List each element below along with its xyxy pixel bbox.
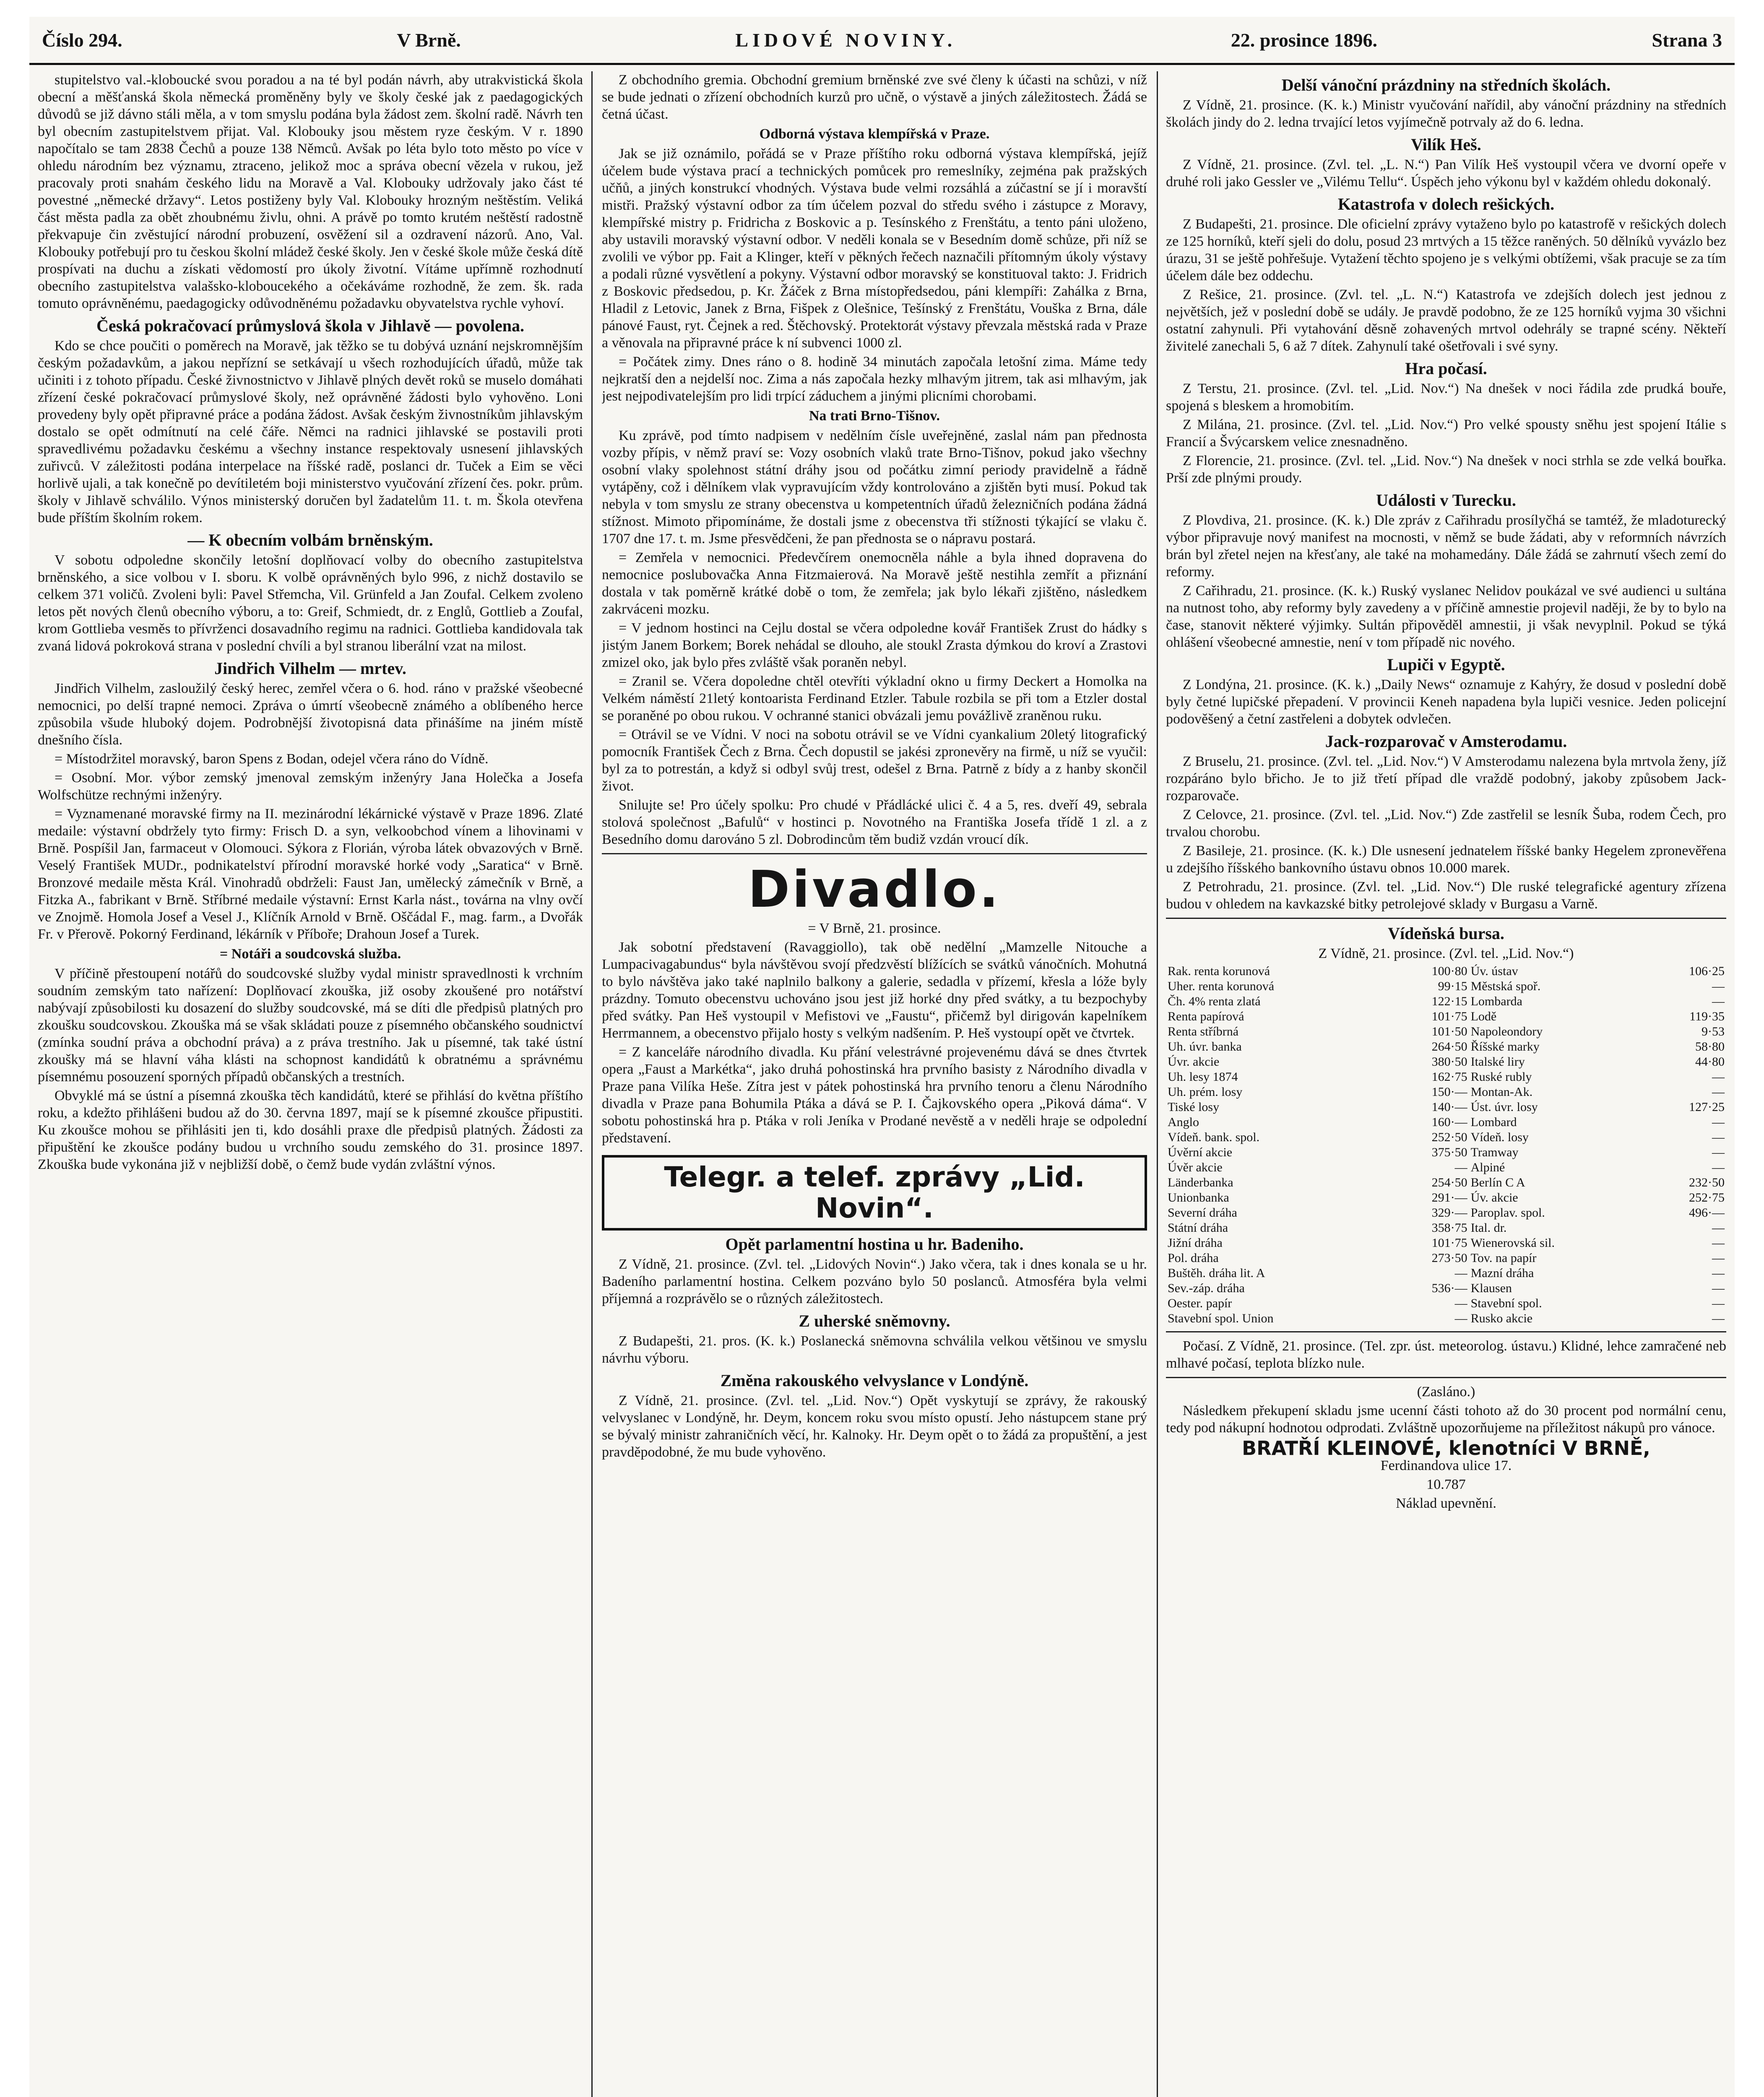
article-paragraph: V příčině přestoupení notářů do soudcovské služby vydal ministr spravedlnosti k vrchním soudním zemským tato nařízení: Doplňovací zkouška, již osoby zkoušené pro notářství nabývají způsobilosti ku dosazení do služby soudcovské, má se díti dle předpisů platných pro zkoušku soudcovskou. Zkouška má se však skládati pouze z písemného občanského soudnictví (zmínka soudní práva a obchodní práva) a z práva trestního. Jak u písemné, tak také ústní zkoušky má se hlavní váha klásti na schopnost kandidátů k obratnému a správnému písemnému posouzení sporných případů občanských a trestních. <box>38 966 583 1085</box>
bursa-cell: — <box>1712 1145 1725 1159</box>
bursa-cell: 44·80 <box>1695 1055 1725 1069</box>
bursa-row <box>1166 1100 1726 1115</box>
bursa-cell: — <box>1712 1085 1725 1099</box>
bursa-cell: Pol. dráha <box>1168 1251 1219 1265</box>
bursa-cell: 162·75 <box>1431 1070 1467 1084</box>
bursa-cell: 375·50 <box>1431 1145 1467 1159</box>
bursa-cell: 160·— <box>1431 1115 1467 1129</box>
bursa-cell: Stavební spol. <box>1470 1296 1542 1310</box>
issue-number: Číslo 294. <box>42 29 122 51</box>
bursa-cell: 140·— <box>1431 1100 1467 1114</box>
bursa-cell: Říšské marky <box>1470 1040 1540 1054</box>
bursa-row <box>1166 1024 1726 1039</box>
bursa-cell: — <box>1712 1070 1725 1084</box>
article-heading: Lupiči v Egyptě. <box>1387 655 1505 674</box>
bursa-cell: 254·50 <box>1431 1176 1467 1189</box>
bursa-row <box>1166 1054 1726 1069</box>
bursa-cell: 122·15 <box>1431 994 1467 1008</box>
article-paragraph: Ku zprávě, pod tímto nadpisem v nedělním čísle uveřejněné, zaslal nám pan přednosta vozby přípis, v němž praví se: Vozy osobních vlaků trate Brno-Tišnov, pokud jako všechny osobní vlaky spolehnost státní dráhy jsou od počátku zimní periody pravidelně a řádně vytápěny, což i dělníkem vlak vypravujícím vždy kontrolováno a zjištěn byti musí. Pokud tak nebyla v tom smyslu ze strany obecenstva u kompetentních úřadů železničních podána žádná stížnost. Mimoto připomínáme, že dostali jsme z obecenstva tři stížnosti týkající se vlaku č. 1707 dne 17. t. m. Jsme přesvědčeni, že pan přednosta se o nápravu postará. <box>602 428 1147 546</box>
article-paragraph: = Zemřela v nemocnici. Předevčírem onemocněla náhle a byla ihned dopravena do nemocnice poslubovačka Anna Fitzmaierová. Na Moravě ještě nestihla zemřít a přiznání dostala v tak poměrně krátké době o tom, že zemřela; jak bylo lékaři zjištěno, následkem zakrváceni mozku. <box>602 550 1147 617</box>
bursa-subtitle: Z Vídně, 21. prosince. (Zvl. tel. „Lid. Nov.“) <box>1318 946 1574 961</box>
bursa-row <box>1166 1175 1726 1190</box>
bursa-cell: 536·— <box>1431 1281 1467 1295</box>
bursa-title: Vídeňská bursa. <box>1388 924 1504 943</box>
bursa-cell: 496·— <box>1689 1206 1725 1220</box>
article-heading: Česká pokračovací průmyslová škola v Jihlavě — povolena. <box>96 316 525 335</box>
bursa-cell: Městská spoř. <box>1470 979 1541 993</box>
column-divider <box>1157 71 1158 2097</box>
zaslano-label: (Zasláno.) <box>1417 1384 1475 1400</box>
bursa-cell: 119·35 <box>1689 1009 1725 1023</box>
bursa-cell: — <box>1454 1160 1467 1174</box>
bursa-cell: — <box>1712 1266 1725 1280</box>
bursa-cell: Sev.-záp. dráha <box>1168 1281 1245 1295</box>
bursa-row <box>1166 994 1726 1009</box>
column-1 <box>38 71 583 2097</box>
article-paragraph: Z Budapešti, 21. pros. (K. k.) Poslanecká sněmovna schválila velkou většinou ve smyslu návrhu výboru. <box>602 1333 1147 1366</box>
bursa-cell: 106·25 <box>1689 964 1725 978</box>
bursa-cell: Klausen <box>1470 1281 1512 1295</box>
article-heading: — K obecním volbám brněnským. <box>187 531 433 549</box>
bursa-cell: Italské liry <box>1470 1055 1525 1069</box>
bursa-cell: Severní dráha <box>1168 1206 1237 1220</box>
bursa-row <box>1166 1251 1726 1266</box>
article-paragraph: = Počátek zimy. Dnes ráno o 8. hodině 34 minutách započala letošní zima. Máme tedy nejkratší den a nejdelší noc. Zima a nás započala hezky mlhavým jitrem, tak asi mlhavým, jak jest nejpodivatelejším pro lidi trpící záduchem a jinými plicními chorobami. <box>602 354 1147 404</box>
bursa-cell: 99·15 <box>1438 979 1467 993</box>
article-paragraph: Jak se již oznámilo, pořádá se v Praze příštího roku odborná výstava klempířská, jejíž účelem bude výstava prací a technických pomůcek pro remeslníky, zejména pak pražských učňů, a jiných konstrukcí vhodných. Výstava bude velmi rozsáhlá a zúčastní se jí i moravští mistři. Pražský výstavní odbor za tím účelem pozval do středu svého i zástupce z Moravy, klempířské mistry p. Fridricha z Boskovic a p. Tesínského z Frenštátu, a tento páni uloženo, aby ustavili moravský výstavní odbor. V neděli konala se v Besedním domě schůze, při níž se zvolili ve výbor pp. Fait a Klinger, kteří v pěkných řečech naznačili přítomným úkoly výstavy a podali různé vysvětlení a pokyny. Výstavní odbor moravský se konstituoval takto: J. Fridrich z Boskovic předsedou, p. Kr. Žáček z Brna místopředsedou, páni klempíři: Zahálka z Brna, Hladil z Letovic, Janek z Brna, Fišpek z Olešnice, Tešínský z Frenštátu, Vouška z Brna, dále pánové Faust, ryt. Čejnek a red. Štěchovský. Protektorát výstavy převzala městská rada v Praze a věnovala na připravné práce k ní subvenci 1000 zl. <box>602 146 1147 351</box>
bursa-cell: Renta papírová <box>1168 1009 1244 1023</box>
weather-paragraph: Počasí. Z Vídně, 21. prosince. (Tel. zpr. úst. meteorolog. ústavu.) Klidné, lehce zamračené neb mlhavé počasí, teplota blízko nule. <box>1166 1338 1726 1371</box>
article-paragraph: Snilujte se! Pro účely spolku: Pro chudé v Přádlácké ulici č. 4 a 5, res. dveří 49, sebrala stolová společnost „Bafulů“ v hostinci p. Novotného na Františka Josefa třídě 1 zl. a z Besedního domu darováno 5 zl. Dobrodincům těm budiž vzdán vroucí dík. <box>602 797 1147 847</box>
article-paragraph: = Místodržitel moravský, baron Spens z Bodan, odejel včera ráno do Vídně. <box>55 751 489 767</box>
bursa-row <box>1166 1085 1726 1100</box>
bursa-cell: Úvěr akcie <box>1168 1160 1223 1174</box>
bursa-cell: Wienerovská sil. <box>1470 1236 1555 1250</box>
bursa-cell: Jižní dráha <box>1168 1236 1223 1250</box>
bursa-cell: 150·— <box>1431 1085 1467 1099</box>
bursa-cell: Čh. 4% renta zlatá <box>1168 994 1261 1008</box>
bursa-cell: Uher. renta korunová <box>1168 979 1275 993</box>
article-paragraph: = V jednom hostinci na Cejlu dostal se včera odpoledne kovář František Zrust do hádky s jistým Janem Borkem; Borek nehádal se dlouho, ale stoukl Zrasta dýmkou do kroví a Zrastovi zmizel oko, jak bylo přes zvláště však poraněn nebyl. <box>602 620 1147 670</box>
bursa-row <box>1166 1160 1726 1175</box>
telegram-title: Telegr. a telef. zprávy „Lid. Novin“. <box>664 1161 1085 1224</box>
dateline: = V Brně, 21. prosince. <box>808 921 941 936</box>
bursa-row <box>1166 1039 1726 1054</box>
bursa-cell: 9·53 <box>1702 1025 1725 1038</box>
bursa-cell: Tov. na papír <box>1470 1251 1537 1265</box>
bursa-row <box>1166 1205 1726 1220</box>
article-heading: Vilík Heš. <box>1411 135 1481 154</box>
telegram-box <box>602 1155 1147 1231</box>
newspaper-title: LIDOVÉ NOVINY. <box>735 29 957 51</box>
bursa-cell: Úv. ústav <box>1470 964 1518 978</box>
bursa-cell: Rusko akcie <box>1470 1311 1533 1325</box>
bursa-cell: — <box>1712 979 1725 993</box>
bursa-cell: Úv. akcie <box>1470 1191 1518 1205</box>
bursa-cell: — <box>1712 994 1725 1008</box>
article-paragraph: Z Rešice, 21. prosince. (Zvl. tel. „L. N.“) Katastrofa ve zdejších dolech jest jednou z největších, jež v poslední době se udály. Je pravdě podobno, že ze 125 horníků vyjma 30 všichni ostatní zahynuli. Při vytahování děsně zohavených mrtvol odehrály se trapné scény. Někteří živitelé zanechali 5, 6 až 7 dítek. Zahynulí také ošetřovali i své syny. <box>1166 287 1726 354</box>
bursa-cell: — <box>1454 1311 1467 1325</box>
bursa-cell: Lodě <box>1470 1009 1497 1023</box>
section-divider <box>1166 1377 1726 1378</box>
bursa-row <box>1166 1266 1726 1281</box>
bursa-cell: — <box>1712 1296 1725 1310</box>
bursa-cell: Unionbanka <box>1168 1191 1229 1205</box>
advert-firm: BRATŘÍ KLEINOVÉ, klenotníci V BRNĚ, <box>1242 1437 1650 1460</box>
bursa-cell: Berlín C A <box>1470 1176 1525 1189</box>
bursa-row <box>1166 1220 1726 1236</box>
bursa-cell: 101·75 <box>1431 1236 1467 1250</box>
bursa-row <box>1166 1190 1726 1205</box>
article-paragraph: Z Celovce, 21. prosince. (Zvl. tel. „Lid. Nov.“) Zde zastřelil se lesník Šuba, rodem Čech, pro trvalou chorobu. <box>1166 807 1726 840</box>
bursa-cell: Stavební spol. Union <box>1168 1311 1274 1325</box>
bursa-cell: — <box>1454 1296 1467 1310</box>
article-paragraph: Z Milána, 21. prosince. (Zvl. tel. „Lid. Nov.“) Pro velké spousty sněhu jest spojení Itálie s Francií a Švýcarskem velice znesnadněno. <box>1166 417 1726 450</box>
article-heading: = Notáři a soudcovská služba. <box>219 946 401 962</box>
article-paragraph: Z Vídně, 21. prosince. (Zvl. tel. „Lidových Novin“.) Jako včera, tak i dnes konala se u hr. Badeního parlamentní hostina. Celkem pozváno bylo 50 poslanců. Atmosféra byla velmi příjemná a rozprávělo se o různých záležitostech. <box>602 1257 1147 1306</box>
article-heading: Jindřich Vilhelm — mrtev. <box>214 659 406 678</box>
article-heading: Katastrofa v dolech rešických. <box>1337 195 1555 213</box>
section-title-divadlo: Divadlo. <box>748 861 1001 919</box>
article-paragraph: Kdo se chce poučiti o poměrech na Moravě, jak těžko se tu dobývá uznání nejskromnějším českým požadavkům, a jakou nepřízní se setkávají u všech rozhodujících úřadů, může tak učiniti i z tohoto případu. České živnostnictvo v Jihlavě plných devět roků se muselo domáhati zřízení české pokračovací průmyslové školy, než oprávněné žádosti bylo vyhověno. Loni provedeny byly opět připravné práce a podána žádost. Avšak českým živnostníkům jihlavským dostalo se opět odmítnutí na celé čáře. Němci na radnici jihlavské se postavili proti spravedlivému požadavku českému a všechny instance respektovaly usnesení jihlavských zuřivců. V záležitosti podána interpelace na říšské radě, poslanci dr. Tuček a Eim se věci horlivě ujali, a tak konečně po devítiletém boji ministerstvo vyučování zřízení čes. pokr. prům. školy v Jihlavě schválilo. Výnos ministerský doručen byl žadatelům 11. t. m. Škola otevřena bude příštím školním rokem. <box>38 338 583 526</box>
bursa-cell: Oester. papír <box>1168 1296 1232 1310</box>
bursa-cell: 252·50 <box>1431 1130 1467 1144</box>
article-heading: Z uherské sněmovny. <box>799 1311 950 1330</box>
bursa-row <box>1166 1009 1726 1024</box>
article-heading: Na trati Brno-Tišnov. <box>809 408 940 424</box>
article-paragraph: Z Terstu, 21. prosince. (Zvl. tel. „Lid. Nov.“) Na dnešek v noci řádila zde prudká bouře, spojená s bleskem a hromobitím. <box>1166 381 1726 414</box>
article-heading: Hra počasí. <box>1405 359 1487 378</box>
article-paragraph: Z Cařihradu, 21. prosince. (K. k.) Ruský vyslanec Nelidov poukázal ve své audienci u sultána na nutnost toho, aby reformy byly zavedeny a v příčině amnestie projevil naději, že by to bylo na čase, stanovit některé výjimky. Sultán připověděl amnestii, ji však nevyplnil. Pokud se týká ohlášení všeobecné amnestie, není v tom případě nic nového. <box>1166 583 1726 650</box>
bursa-cell: — <box>1712 1311 1725 1325</box>
article-paragraph: Z Londýna, 21. prosince. (K. k.) „Daily News“ oznamuje z Kahýry, že dosud v poslední době byly četné lupičské přepadení. V provincii Keneh napadena byla lupiči vesnice. Jeden policejní podověšený a četní zastřeleni a dobytek odvlečen. <box>1166 677 1726 727</box>
bursa-row <box>1166 1145 1726 1160</box>
bursa-cell: Ruské rubly <box>1470 1070 1532 1084</box>
bursa-cell: Uh. lesy 1874 <box>1168 1070 1238 1084</box>
bursa-cell: — <box>1454 1266 1467 1280</box>
article-heading: Jack-rozparovač v Amsterodamu. <box>1325 732 1567 751</box>
column-divider <box>591 71 593 2097</box>
article-heading: Opět parlamentní hostina u hr. Badeniho. <box>725 1235 1024 1254</box>
bursa-cell: Úvěrní akcie <box>1168 1145 1233 1159</box>
advert-number: 10.787 <box>1426 1477 1466 1492</box>
article-paragraph: Z Bruselu, 21. prosince. (Zvl. tel. „Lid. Nov.“) V Amsterodamu nalezena byla mrtvola ženy, jíž rozpáráno bylo břicho. Je to již třetí případ dle vraždě podobný, jakoby způsobem Jack-rozparovače. <box>1166 754 1726 804</box>
bursa-cell: Buštěh. dráha lit. A <box>1168 1266 1265 1280</box>
bursa-row <box>1166 1311 1726 1326</box>
bursa-row <box>1166 1281 1726 1296</box>
article-paragraph: Z Budapešti, 21. prosince. Dle oficielní zprávy vytaženo bylo po katastrofě v rešických dolech ze 125 horníků, kteří sjeli do dolu, posud 23 mrtvých a 15 těžce raněných. 50 dělníků vyvázlo bez úrazu, 31 se ještě pohřešuje. Vytažení těchto spojeno je s velkými obtížemi, však pracuje se za tím účelem dále bez oddechu. <box>1166 216 1726 284</box>
bursa-table <box>1166 964 1726 1326</box>
column-3 <box>1166 71 1726 2097</box>
bursa-cell: 100·80 <box>1431 964 1467 978</box>
article-heading: Změna rakouského velvyslance v Londýně. <box>720 1371 1029 1390</box>
bursa-cell: Tramway <box>1470 1145 1519 1159</box>
bursa-cell: 291·— <box>1431 1191 1467 1205</box>
bursa-cell: Anglo <box>1168 1115 1199 1129</box>
article-paragraph: = Otrávil se ve Vídni. V noci na sobotu otrávil se ve Vídni cyankalium 20letý litografický pomocník František Čech z Brna. Čech dopustil se jakési zpronevěry na firmě, u níž se vyučil: byl za to potrestán, a když si odbyl svůj trest, odešel z Brna. Patrně z bídy a z hanby skončil život. <box>602 727 1147 794</box>
bursa-cell: 58·80 <box>1695 1040 1725 1054</box>
advert-paragraph: Následkem překupení skladu jsme ucenní části tohoto až do 30 procent pod normální cenu, tedy pod nákupní hodnotou odprodati. Zvláštně upozorňujeme na příležitost nákupů pro vánoce. <box>1166 1403 1726 1436</box>
bursa-row <box>1166 1115 1726 1130</box>
section-divider <box>1166 918 1726 919</box>
article-heading: Události v Turecku. <box>1376 491 1516 510</box>
bursa-row <box>1166 1130 1726 1145</box>
bursa-cell: 273·50 <box>1431 1251 1467 1265</box>
article-paragraph: = Z kanceláře národního divadla. Ku přání velestrávné projevenému dává se dnes čtvrtek opera „Faust a Markétka“, jako druhá pohostinská hra prvního basisty z Národního divadla v Praze pana Vilíka Heše. Zítra jest v pátek pohostinská hra prvního tenoru a členu Národního divadla v Praze pana Bohumila Ptáka a dává se P. I. Čajkovského opera „Piková dáma“. V sobotu pohostinská hra p. Ptáka v roli Jeníka v Prodané nevěstě a v neděli hraje se odpolední představení. <box>602 1044 1147 1146</box>
article-paragraph: Z Florencie, 21. prosince. (Zvl. tel. „Lid. Nov.“) Na dnešek v noci strhla se zde velká bouřka. Prší zde plnými proudy. <box>1166 453 1726 486</box>
bursa-cell: 252·75 <box>1689 1191 1725 1205</box>
section-divider <box>1166 1331 1726 1332</box>
advert-note: Náklad upevnění. <box>1396 1496 1496 1511</box>
bursa-cell: Ital. dr. <box>1470 1221 1507 1235</box>
page-header <box>29 17 1735 65</box>
bursa-cell: Montan-Ak. <box>1470 1085 1533 1099</box>
bursa-cell: Paroplav. spol. <box>1470 1206 1545 1220</box>
bursa-cell: Úst. úvr. losy <box>1470 1100 1538 1114</box>
article-heading: Delší vánoční prázdniny na středních školách. <box>1281 75 1611 94</box>
bursa-cell: Rak. renta korunová <box>1168 964 1270 978</box>
bursa-cell: Länderbanka <box>1168 1176 1233 1189</box>
bursa-cell: — <box>1712 1281 1725 1295</box>
article-paragraph: Z Vídně, 21. prosince. (K. k.) Ministr vyučování nařídil, aby vánoční prázdniny na středních školách jindy do 2. ledna trvající letos vyjímečně potrvaly až do 6. ledna. <box>1166 97 1726 130</box>
bursa-cell: Renta stříbrná <box>1168 1025 1239 1038</box>
bursa-cell: 127·25 <box>1689 1100 1725 1114</box>
bursa-cell: 329·— <box>1431 1206 1467 1220</box>
advert-address: Ferdinandova ulice 17. <box>1380 1458 1512 1473</box>
bursa-cell: Vídeň. losy <box>1470 1130 1529 1144</box>
bursa-row <box>1166 1069 1726 1085</box>
bursa-cell: — <box>1712 1236 1725 1250</box>
bursa-row <box>1166 1296 1726 1311</box>
bursa-cell: Uh. úvr. banka <box>1168 1040 1242 1054</box>
bursa-cell: Lombarda <box>1470 994 1522 1008</box>
bursa-cell: Mazní dráha <box>1470 1266 1534 1280</box>
article-paragraph: Jindřich Vilhelm, zasloužilý český herec, zemřel včera o 6. hod. ráno v pražské všeobecné nemocnici, po delší trapné nemoci. Zpráva o úmrtí všeobecně známého a oblíbeného herce způsobila všude hluboký dojem. Podrobnější životopisná data přinášíme na jiném místě dnešního čísla. <box>38 681 583 748</box>
header-city: V Brně. <box>397 29 461 51</box>
bursa-cell: 264·50 <box>1431 1040 1467 1054</box>
bursa-cell: Uh. prém. losy <box>1168 1085 1243 1099</box>
bursa-cell: — <box>1712 1130 1725 1144</box>
article-paragraph: Obvyklé má se ústní a písemná zkouška těch kandidátů, které se přihlásí do května příštího roku, a kdežto přihlášeni budou až do 30. června 1897, mají se k písemné zkoušce připustiti. Ku zkoušce mohou se přihlásiti jen ti, kdo dosáhli praxe dle předpisů platných. Žádosti za připuštění ke zkoušce podány budou u vrchního soudu zemského do 31. prosince 1897. Zkouška bude vykonána již v nejbližší době, o čemž bude vydán zvláštní výnos. <box>38 1088 583 1172</box>
page-number: Strana 3 <box>1652 29 1722 51</box>
issue-date: 22. prosince 1896. <box>1231 29 1377 51</box>
article-paragraph: = Zranil se. Včera dopoledne chtěl otevříti výkladní okno u firmy Deckert a Homolka na Velkém náměstí 21letý kontoarista Ferdinand Etzler. Tabule rozbila se při tom a Etzler dostal se poraněné po obou rukou. V ochranné stanici obvázali jemu povážlivě zraněnou ruku. <box>602 674 1147 723</box>
bursa-cell: Vídeň. bank. spol. <box>1168 1130 1260 1144</box>
bursa-cell: — <box>1712 1221 1725 1235</box>
newspaper-page <box>29 17 1735 2097</box>
article-paragraph: Z Vídně, 21. prosince. (Zvl. tel. „L. N.“) Pan Vilík Heš vystoupil včera ve dvorní opeře v druhé roli jako Gessler ve „Vilému Tellu“. Úspěch jeho výkonu byl v každém ohledu dokonalý. <box>1166 157 1726 190</box>
article-paragraph: = Osobní. Mor. výbor zemský jmenoval zemským inženýry Jana Holečka a Josefa Wolfschütze rechnými inženýry. <box>38 770 583 803</box>
bursa-cell: Úvr. akcie <box>1168 1055 1220 1069</box>
section-divider <box>602 853 1147 854</box>
bursa-cell: Lombard <box>1470 1115 1517 1129</box>
article-paragraph: Z Petrohradu, 21. prosince. (Zvl. tel. „Lid. Nov.“) Dle ruské telegrafické agentury zřízena budou v ohledem na kavkazské bitky petrolejové sklady v Burgasu a Varně. <box>1166 879 1726 912</box>
article-paragraph: Z Vídně, 21. prosince. (Zvl. tel. „Lid. Nov.“) Opět vyskytují se zprávy, že rakouský velvyslanec v Londýně, hr. Deym, koncem roku svou místo opustí. Jeho nástupcem stane prý se bývalý ministr zahraničních věcí, hr. Kalnoky. Hr. Deym opět o to žádá za propuštění, a jest pravděpodobné, že mu bude vyhověno. <box>602 1393 1147 1460</box>
article-paragraph: V sobotu odpoledne skončily letošní doplňovací volby do obecního zastupitelstva brněnského, a sice volbou v I. sboru. K volbě oprávněných bylo 996, z nichž dostavilo se celkem 371 voličů. Zvoleni byli: Pavel Střemcha, Vil. Grünfeld a Jan Zoufal. Celkem zvoleno letos pět nových členů obecního výboru, a to: Greif, Schmiedt, dr. z Englů, Gottlieb a Zoufal, krom Gottlieba vesměs to přívrženci dosavadního regimu na radnici. Gottlieba kandidovala tak zvaná lidová pokroková strana v poslední chvíli a byl stranou liberální vzat na milost. <box>38 552 583 654</box>
bursa-cell: Napoleondory <box>1470 1025 1543 1038</box>
column-2 <box>602 71 1147 2097</box>
bursa-cell: 380·50 <box>1431 1055 1467 1069</box>
bursa-cell: Státní dráha <box>1168 1221 1228 1235</box>
article-paragraph: Z Plovdiva, 21. prosince. (K. k.) Dle zpráv z Cařihradu prosílyčhá se tamtéž, že mladoturecký výbor připravuje nový manifest na mocnosti, v němž se bude žádati, aby v reformních návrzích brán byl zřetel nejen na křesťany, ale také na mohamedány. Dále žádá se zahrnutí všech zemí do reformy. <box>1166 513 1726 580</box>
bursa-row <box>1166 964 1726 979</box>
article-paragraph: = Vyznamenané moravské firmy na II. mezinárodní lékárnické výstavě v Praze 1896. Zlaté medaile: výstavní obdržely tyto firmy: Frisch D. a syn, velkoobchod vínem a lihovinami v Brně. Pospíšil Jan, farmaceut v Olomouci. Sýkora z Florián, výroba látek obvazových v Brně. Veselý František MUDr., podnikatelství přírodní moravské horké vody „Saratica“ v Brně. Bronzové medaile města Král. Vinohradů obdrželi: Faust Jan, umělecký zámečník v Brně, a Fitzka A., fabrikant v Brně. Stříbrné medaile výstavní: Ernst Karla nást., továrna na vlny ovčí ve Znojmě. Homola Josef a Vesel J., Klíčník Arnold v Brně. Oščádal F., mag. farm., a Dvořák Fr. v Přerově. Pokorný Ferdinand, lékárník v Příboře; Drahoun Josef a Turek. <box>38 806 583 942</box>
article-paragraph: stupitelstvo val.-kloboucké svou poradou a na té byl podán návrh, aby utrakvistická škola obecní a měšťanská škola německá proměněny byly ve školy české jak z paedagogických důvodů se již dávno stáli měla, a v tom smyslu podána byla žádost zem. školní radě. Návrh ten byl obecním zastupitelstvem přijat. Val. Klobouky jsou městem ryze českým. V r. 1890 napočítalo se tam 2838 Čechů a pouze 138 Němců. Avšak po léta bylo toto město po více v ohledu národním bez významu, ztraceno, jelikož moc a správa obecní vězela v rukou, jež pracovaly proti snahám českého lidu na Moravě a Val. Klobouky udržovaly jako část té povestné „německé državy“. Letos postiženy byly Val. Klobouky hrozným neštěstím. Veliká část města padla za obět zhoubnému živlu, ohni. A právě po tomto krutém neštěstí radostně překvapuje čin zvěstující národní probuzení, osvěžení sil a ozdravení názorů. Ano, Val. Klobouky potřebují pro tu českou školní mládež české školy. Jen v české škole může česká dítě prospívati na duchu a získati vědomostí pro úkoly životní. Vítáme upřímně rozhodnutí obecního zastupitelstva valašsko-kloboucekého a očekáváme rozhodně, že zem. šk. rada tomuto oprávněnému, paedagogicky odůvodněnému požadavku obyvatelstva rychle vyhoví. <box>38 72 583 311</box>
bursa-cell: Tiské losy <box>1168 1100 1220 1114</box>
article-paragraph: Z obchodního gremia. Obchodní gremium brněnské zve své členy k účasti na schůzi, v níž se bude jednati o zřízení obchodních kurzů pro učně, o výstavě a jiných záležitostech. Žádá se četná účast. <box>602 72 1147 122</box>
article-paragraph: Z Basileje, 21. prosince. (K. k.) Dle usnesení jednatelem říšské banky Hegelem zpronevěřena u zdejšího říšského bankovního ústavu obnos 10.000 marek. <box>1166 843 1726 876</box>
bursa-cell: 101·50 <box>1431 1025 1467 1038</box>
bursa-cell: — <box>1712 1251 1725 1265</box>
article-heading: Odborná výstava klempířská v Praze. <box>759 126 990 142</box>
bursa-cell: — <box>1712 1115 1725 1129</box>
bursa-cell: 358·75 <box>1431 1221 1467 1235</box>
bursa-cell: 101·75 <box>1431 1009 1467 1023</box>
bursa-cell: Alpiné <box>1470 1160 1505 1174</box>
bursa-cell: — <box>1712 1160 1725 1174</box>
bursa-row <box>1166 979 1726 994</box>
bursa-row <box>1166 1236 1726 1251</box>
article-paragraph: Jak sobotní představení (Ravaggiollo), tak obě nedělní „Mamzelle Nitouche a Lumpacivagabundus“ byla návštěvou svojí předzvěstí blížících se svátků vánočních. Mohutná to bylo návštěva jako také naplnilo balkony a galerie, sedadla v přízemí, křesla a lóže byly prázdny. Tomuto obecenstvu uchováno jsou jest již horké dny před svátky, a tu bezpochyby před svátky. Pan Heš vystoupil v Mefistovi ve „Faustu“, přičemž byl dirigován kapelníkem Herrmannem, a obecenstvo přijalo hosty s velkým nadšením. P. Heš vystoupí opět ve čtvrtek. <box>602 939 1147 1041</box>
bursa-cell: 232·50 <box>1689 1176 1725 1189</box>
